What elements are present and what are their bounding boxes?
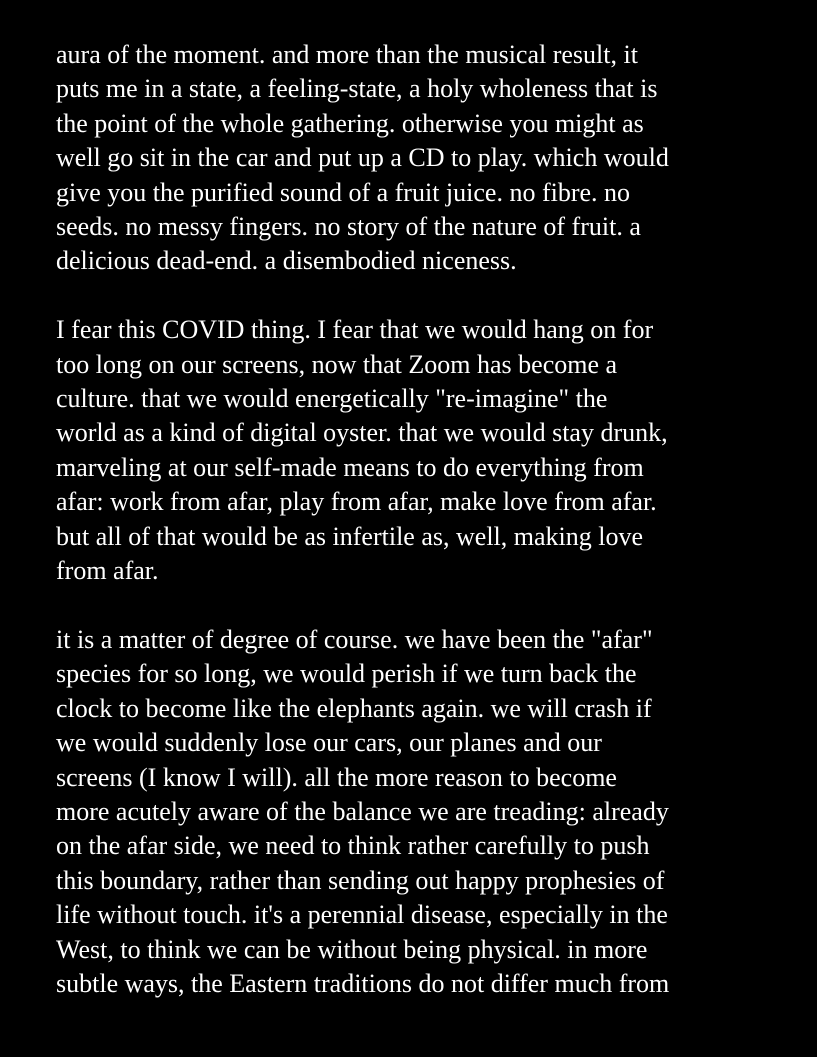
text-line: afar: work from afar, play from afar, make love from afar.: [56, 487, 657, 517]
text-line: species for so long, we would perish if we turn back the: [56, 659, 637, 689]
text-line: give you the purified sound of a fruit juice. no fibre. no: [56, 177, 631, 207]
document-page: [56, 38, 796, 1036]
text-line: on the afar side, we need to think rather carefully to push: [56, 831, 650, 861]
text-line: aura of the moment. and more than the musical result, it: [56, 40, 638, 69]
text-line: clock to become like the elephants again. we will crash if: [56, 693, 652, 723]
text-line: puts me in a state, a feeling-state, a holy wholeness that is: [56, 74, 658, 104]
text-line: this boundary, rather than sending out happy prophesies of: [56, 865, 665, 895]
text-line: life without touch. it's a perennial disease, especially in the: [56, 900, 668, 930]
text-line: the point of the whole gathering. otherwise you might as: [56, 108, 644, 138]
text-line: well go sit in the car and put up a CD to play. which would: [56, 143, 669, 173]
text-line: too long on our screens, now that Zoom has become a: [56, 349, 618, 379]
paragraph-1: [56, 38, 796, 279]
text-line: but all of that would be as infertile as, well, making love: [56, 521, 644, 551]
text-line: West, to think we can be without being physical. in more: [56, 934, 648, 964]
text-line: screens (I know I will). all the more reason to become: [56, 762, 617, 792]
text-line: I fear this COVID thing. I fear that we would hang on for: [56, 315, 654, 345]
text-line: seeds. no messy fingers. no story of the nature of fruit. a: [56, 212, 641, 242]
paragraph-2: [56, 313, 796, 588]
text-line: culture. that we would energetically "re-imagine" the: [56, 384, 608, 414]
text-line: it is a matter of degree of course. we have been the "afar": [56, 624, 653, 654]
text-line: from afar.: [56, 556, 159, 586]
text-line: subtle ways, the Eastern traditions do not differ much from: [56, 968, 670, 998]
text-line: marveling at our self-made means to do everything from: [56, 452, 644, 482]
text-line: delicious dead-end. a disembodied niceness.: [56, 246, 517, 276]
text-line: world as a kind of digital oyster. that we would stay drunk,: [56, 418, 668, 448]
paragraph-3: [56, 623, 796, 1001]
text-line: more acutely aware of the balance we are treading: already: [56, 796, 669, 826]
text-line: we would suddenly lose our cars, our planes and our: [56, 728, 602, 758]
